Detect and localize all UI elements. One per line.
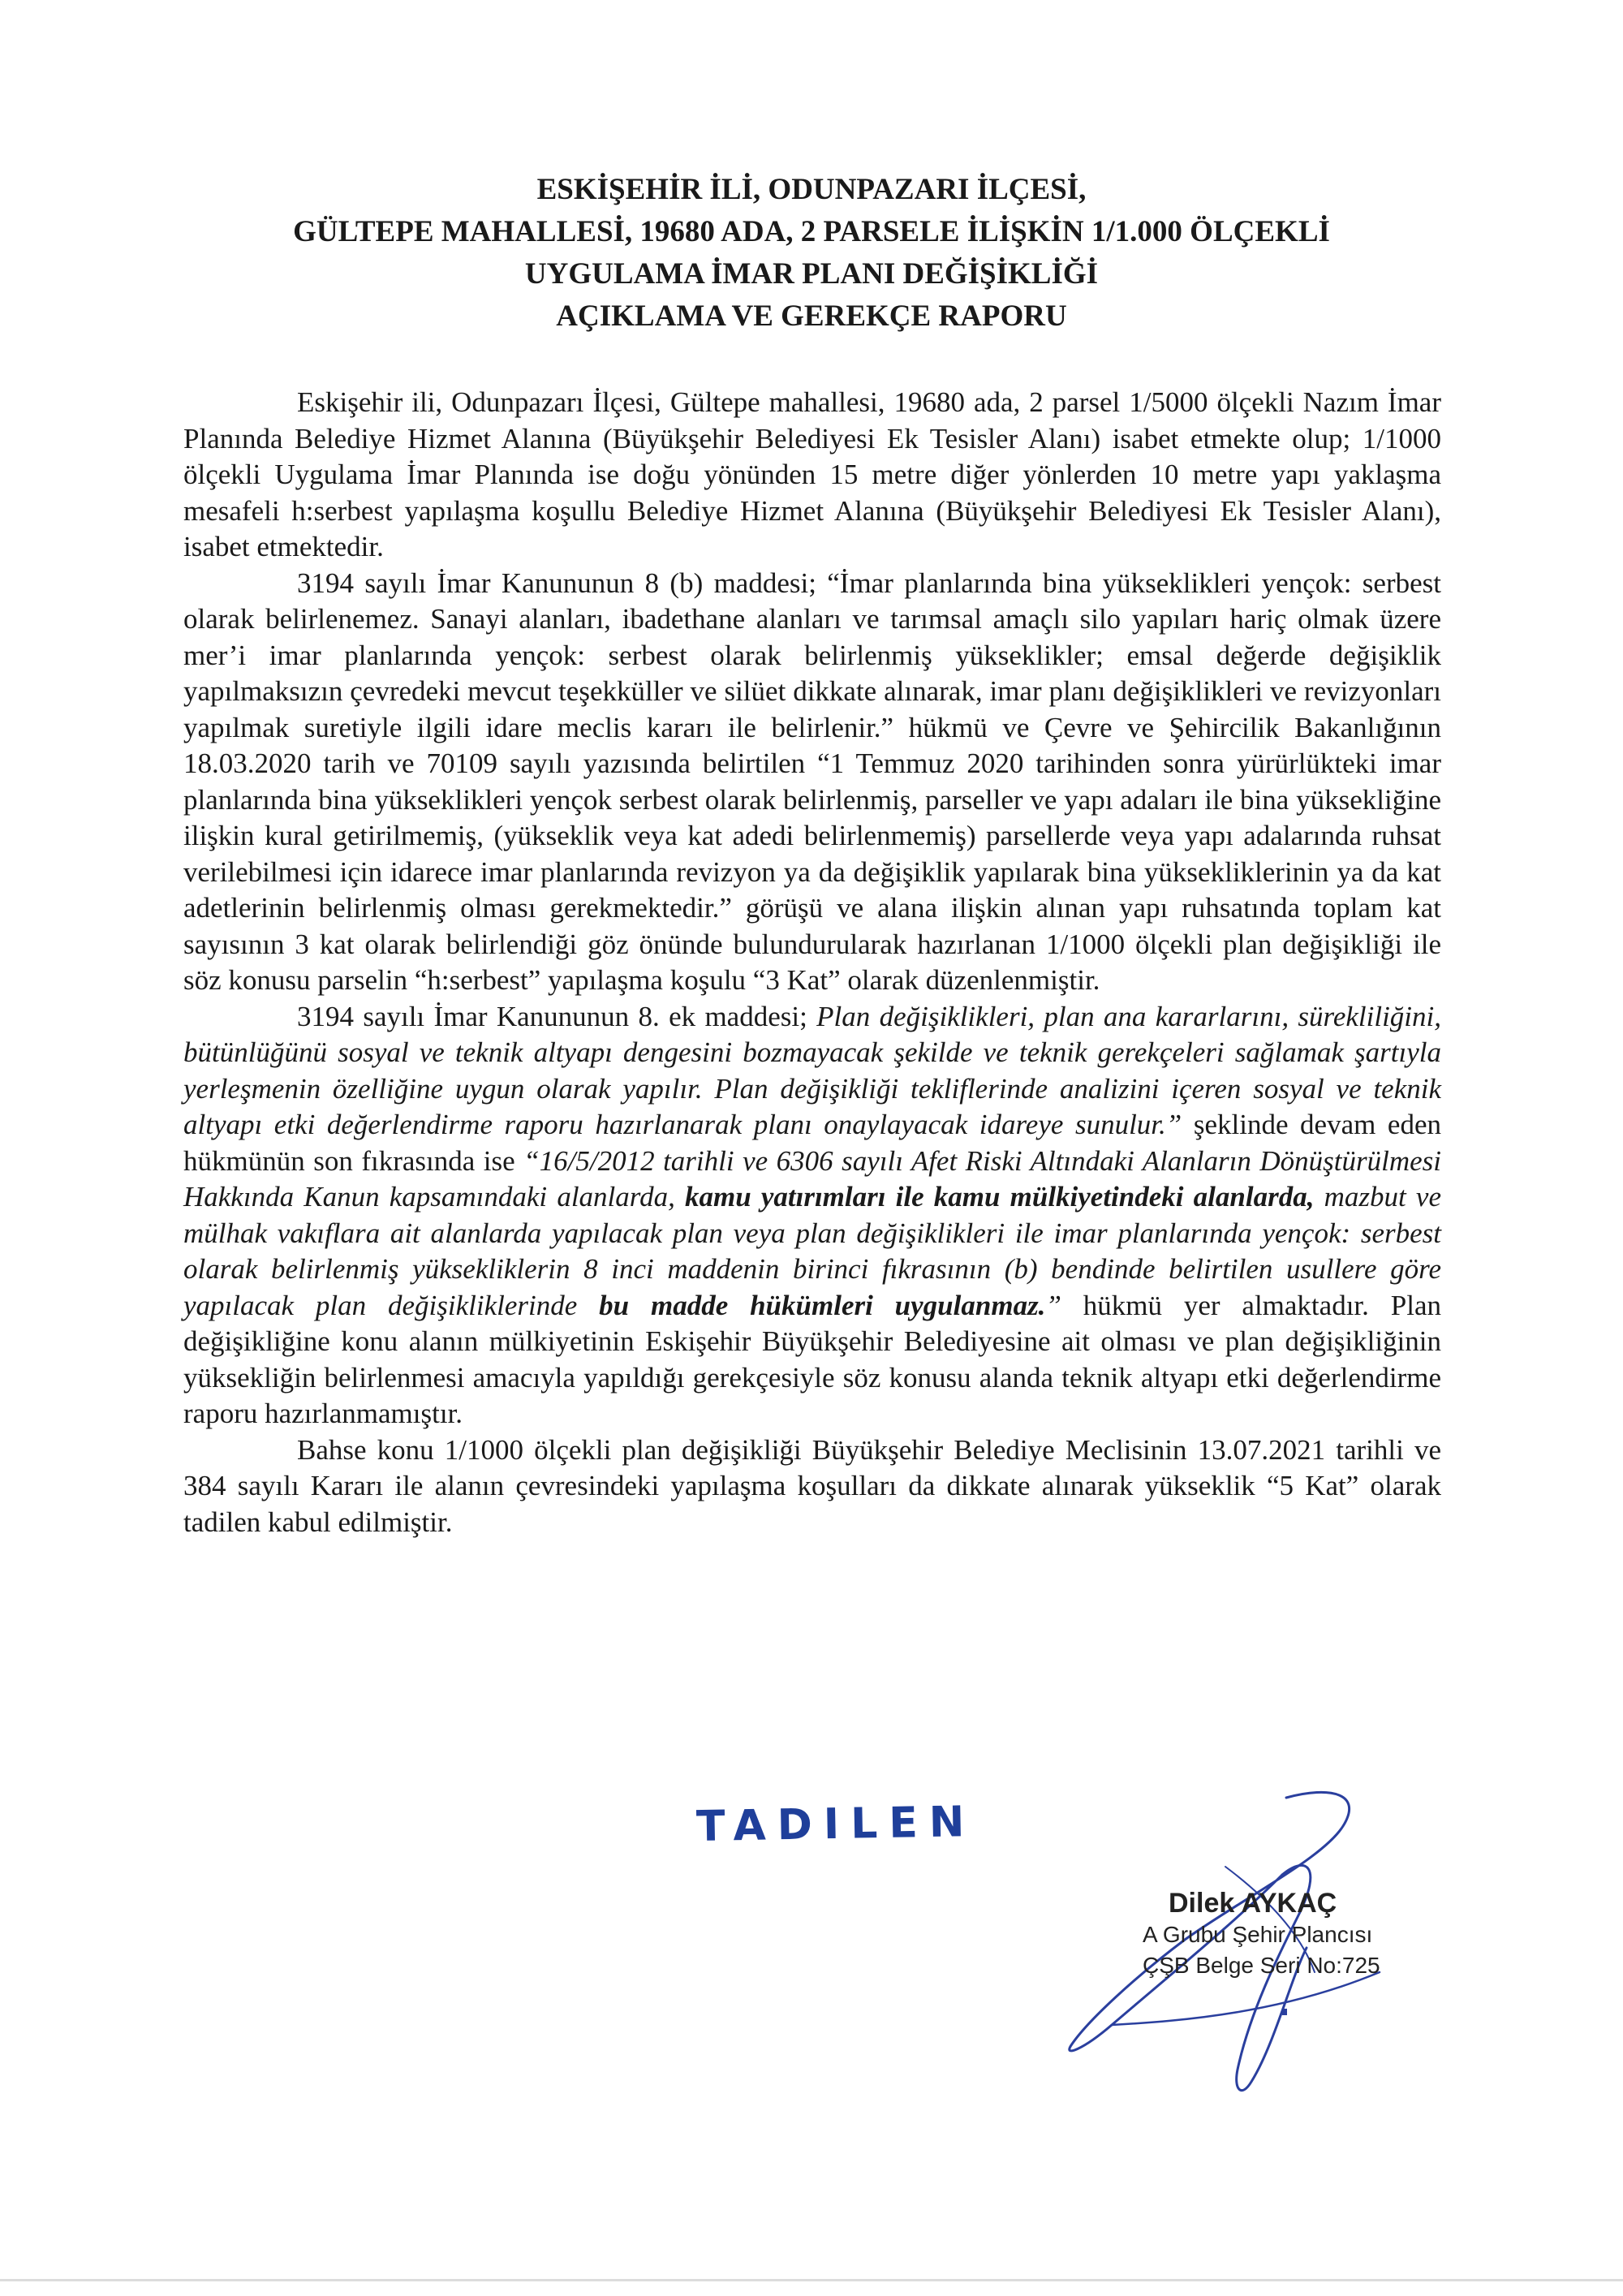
paragraph-3-quote-2b: mazbut ve mülhak vakıflara ait alanlarda yapılacak plan veya plan değişiklikleri ile imar planlarında yençok: serbest olarak belirlenmiş yüksekliklerin 8 inci maddenin birinci fıkrasının (b) bendinde belirtilen usullere göre yapılacak plan değişikliklerinde (183, 1181, 1441, 1321)
paragraph-3-intro: 3194 sayılı İmar Kanununun 8. ek maddesi; (297, 1000, 817, 1032)
paragraph-3-conclusion: hükmü yer almaktadır. Plan değişikliğine konu alanın mülkiyetinin Eskişehir Büyükşehir Belediyesine ait olması ve plan değişikliğinin yüksekliğin belirlenmesi amacıyla yapıldığı gerekçesiyle söz konusu alanda teknik altyapı etki değerlendirme raporu hazırlanmamıştır. (183, 1289, 1441, 1429)
tadilen-stamp: TADILEN (695, 1797, 976, 1852)
paragraph-3 (183, 999, 1441, 1432)
paragraph-3-quote-2a: “16/5/2012 tarihli ve 6306 sayılı Afet Riski Altındaki Alanların Dönüştürülmesi Hakkında Kanun kapsamındaki alanlarda, (183, 1144, 1441, 1213)
signature-block (1136, 1887, 1461, 1981)
paragraph-4: Bahse konu 1/1000 ölçekli plan değişikliği Büyükşehir Belediye Meclisinin 13.07.2021 tarihli ve 384 sayılı Kararı ile alanın çevresindeki yapılaşma koşulları da dikkate alınarak yükseklik “5 Kat” olarak tadilen kabul edilmiştir. (183, 1433, 1441, 1538)
title-line-4: AÇIKLAMA VE GEREKÇE RAPORU (556, 299, 1067, 333)
title-line-3: UYGULAMA İMAR PLANI DEĞİŞİKLİĞİ (524, 257, 1099, 291)
paragraph-3-quote-2-bold-end: bu madde hükümleri uygulanmaz. (599, 1289, 1046, 1321)
report-body (183, 385, 1441, 1540)
paragraph-3-connector: şeklinde devam eden hükmünün son fıkrasında ise (183, 1109, 1441, 1177)
paragraph-3-quote-close: ” (1045, 1289, 1061, 1321)
paragraph-3-quote-2-bold: kamu yatırımları ile kamu mülkiyetindeki alanlarda, (685, 1181, 1315, 1213)
paragraph-2: 3194 sayılı İmar Kanununun 8 (b) maddesi; “İmar planlarında bina yükseklikleri yençok: serbest olarak belirlenemez. Sanayi alanları, ibadethane alanları ve tarımsal amaçlı silo yapıları hariç olmak üzere mer’i imar planlarında yençok: serbest olarak belirlenmiş yükseklikler; emsal değerde değişiklik yapılmaksızın çevredeki mevcut teşekküller ve silüet dikkate alınarak, imar planı değişiklikleri ve revizyonları yapılmak suretiyle ilgili idare meclis kararı ile belirlenir.” hükmü ve Çevre ve Şehircilik Bakanlığının 18.03.2020 tarih ve 70109 sayılı yazısında belirtilen “1 Temmuz 2020 tarihinden sonra yürürlükteki imar planlarında bina yükseklikleri yençok serbest olarak belirlenmiş, parseller ve yapı adaları ile bina yüksekliğine ilişkin kural getirilmemiş, (yükseklik veya kat adedi belirlenmemiş) parsellerde veya yapı adalarında ruhsat verilebilmesi için idarece imar planlarında revizyon ya da değişiklik yapılarak bina yüksekliklerinin ya da kat adetlerinin belirlenmiş olması gerekmektedir.” görüşü ve alana ilişkin alınan yapı ruhsatında toplam kat sayısının 3 kat olarak belirlendiği göz önünde bulundurularak hazırlanan 1/1000 ölçekli plan değişikliği ile söz konusu parselin “h:serbest” yapılaşma koşulu “3 Kat” olarak düzenlenmiştir. (183, 566, 1441, 996)
page-bottom-edge (0, 2279, 1623, 2281)
document-title (162, 169, 1461, 338)
title-line-2: GÜLTEPE MAHALLESİ, 19680 ADA, 2 PARSELE İLİŞKİN 1/1.000 ÖLÇEKLİ (293, 215, 1330, 248)
title-line-1: ESKİŞEHİR İLİ, ODUNPAZARI İLÇESİ, (536, 173, 1087, 206)
paragraph-3-quote-1: Plan değişiklikleri, plan ana kararlarını, sürekliliğini, bütünlüğünü sosyal ve teknik altyapı dengesini bozmayacak şekilde ve teknik gerekçeleri sağlamak şartıyla yerleşmenin özelliğine uygun olarak yapılır. Plan değişikliği tekliflerinde analizini içeren sosyal ve teknik altyapı etki değerlendirme raporu hazırlanarak planı onaylayacak idareye sunulur.” (183, 1000, 1441, 1140)
signatory-name: Dilek AYKAÇ (1169, 1888, 1337, 1919)
paragraph-1: Eskişehir ili, Odunpazarı İlçesi, Gültepe mahallesi, 19680 ada, 2 parsel 1/5000 ölçekli Nazım İmar Planında Belediye Hizmet Alanına (Büyükşehir Belediyesi Ek Tesisler Alanı) isabet etmekte olup; 1/1000 ölçekli Uygulama İmar Planında ise doğu yönünden 15 metre diğer yönlerden 10 metre yapı yaklaşma mesafeli h:serbest yapılaşma koşullu Belediye Hizmet Alanına (Büyükşehir Belediyesi Ek Tesisler Alanı), isabet etmektedir. (183, 386, 1441, 562)
signatory-title: A Grubu Şehir Plancısı (1143, 1922, 1373, 1947)
signatory-certificate: ÇŞB Belge Seri No:725 (1143, 1953, 1380, 1978)
